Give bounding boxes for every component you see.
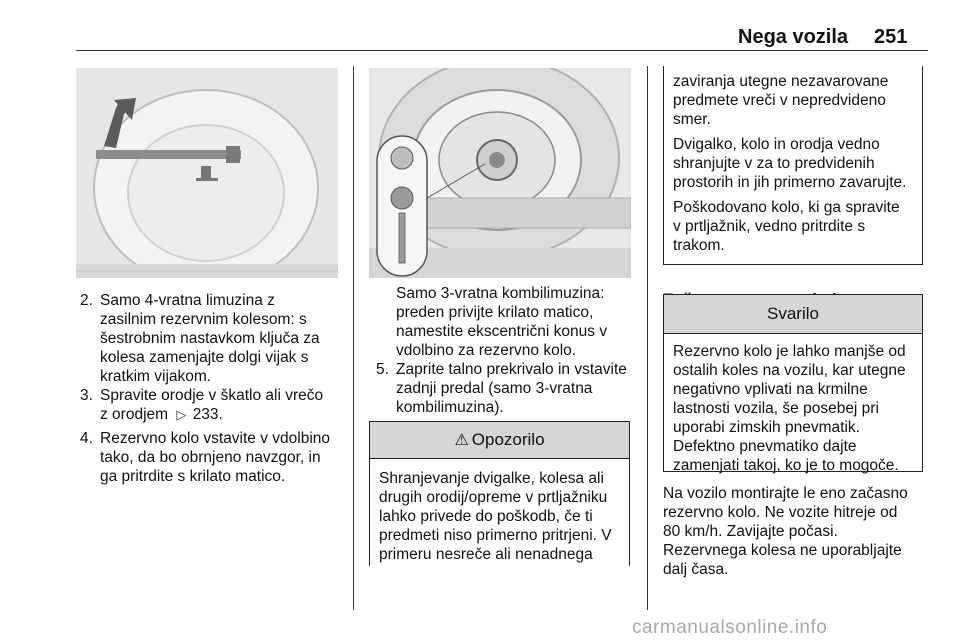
text-line: Na vozilo montirajte le eno začasno <box>663 485 908 502</box>
step-number: 3. <box>80 387 93 404</box>
text-line: Poškodovano kolo, ki ga spravite <box>673 199 900 216</box>
caution-line: zamenjati takoj, ko je to mogoče. <box>673 457 899 474</box>
continuation-text <box>396 284 607 360</box>
step-line: kombilimuzina). <box>396 399 504 416</box>
text-line: zaviranja utegne nezavarovane <box>673 73 889 90</box>
text-line: predmete vreči v nepredvideno <box>673 92 886 109</box>
step-text <box>100 291 320 386</box>
warning-paragraph <box>673 135 913 192</box>
text-line: preden privijte krilato matico, <box>396 304 594 321</box>
eccentric-cone-illustration <box>369 68 631 278</box>
step-text <box>100 429 330 486</box>
step-text <box>100 386 323 424</box>
spare-wheel-well-illustration <box>76 68 338 278</box>
step-line: Spravite orodje v škatlo ali vrečo <box>100 387 324 404</box>
warning-line: primeru nesreče ali nenadnega <box>379 546 593 563</box>
text-line: 80 km/h. Zavijajte počasi. <box>663 523 838 540</box>
caution-box-body <box>664 334 922 475</box>
warning-continued-body <box>664 66 922 255</box>
step-line: šestrobnim nastavkom ključa za <box>100 330 320 347</box>
step-line: Rezervno kolo vstavite v vdolbino <box>100 430 331 447</box>
caution-line: uporabi zimskih pnevmatik. <box>673 419 860 436</box>
warning-paragraph <box>673 72 913 129</box>
text-line: rezervno kolo. Ne vozite hitreje od <box>663 504 898 521</box>
step-line: Samo 4-vratna limuzina z <box>100 292 275 309</box>
watermark-text: carmanualsonline.info <box>632 617 828 638</box>
warning-line: drugih orodij/opreme v prtljažniku <box>379 489 608 506</box>
step-line: ga pritrdite s krilato matico. <box>100 468 286 485</box>
header-rule <box>76 50 928 51</box>
step-text <box>396 360 627 417</box>
page-reference-arrow-icon: ▷ <box>176 407 187 422</box>
caution-line: Defektno pnevmatiko dajte <box>673 438 857 455</box>
text-line: Dvigalko, kolo in orodja vedno <box>673 136 880 153</box>
warning-line: Shranjevanje dvigalke, kolesa ali <box>379 470 604 487</box>
step-line: zadnji predal (samo 3-vratna <box>396 380 593 397</box>
text-line: dalj časa. <box>663 561 729 578</box>
temporary-spare-paragraph <box>663 484 933 579</box>
page-reference-link[interactable]: 233. <box>192 406 223 423</box>
spare-wheel-well-drawing <box>76 68 338 278</box>
text-line: Rezervnega kolesa ne uporabljajte <box>663 542 902 559</box>
text-line: v prtljažnik, vedno pritrdite s <box>673 218 866 235</box>
step-number: 2. <box>80 292 93 309</box>
text-line: smer. <box>673 111 711 128</box>
page-number: 251 <box>874 26 908 48</box>
text-line: prostorih in jih primerno zavarujte. <box>673 174 907 191</box>
column-divider-left <box>353 66 354 610</box>
step-number: 5. <box>376 361 389 378</box>
caution-box-header <box>664 295 922 334</box>
caution-title: Svarilo <box>767 304 819 323</box>
warning-title: Opozorilo <box>471 430 545 449</box>
text-line: Samo 3-vratna kombilimuzina: <box>396 285 605 302</box>
caution-line: ostalih koles na vozilu, kar utegne <box>673 362 906 379</box>
text-line: vdolbino za rezervno kolo. <box>396 342 577 359</box>
step-line: z orodjem <box>100 406 169 423</box>
step-number: 4. <box>80 430 93 447</box>
warning-box-continued <box>663 66 923 265</box>
caution-box <box>663 294 923 472</box>
text-line: shranjujte v za to predvidenih <box>673 155 875 172</box>
eccentric-cone-drawing <box>369 68 631 278</box>
warning-triangle-icon: ⚠ <box>454 432 469 449</box>
warning-box-header <box>370 422 629 459</box>
text-line: trakom. <box>673 237 725 254</box>
step-line-with-xref <box>100 405 323 424</box>
caution-line: negativno vplivati na krmilne <box>673 381 868 398</box>
step-line: Zaprite talno prekrivalo in vstavite <box>396 361 627 378</box>
step-line: kratkim vijakom. <box>100 368 212 385</box>
warning-line: lahko privede do poškodb, če ti <box>379 508 593 525</box>
caution-line: lastnosti vozila, še posebej pri <box>673 400 879 417</box>
warning-box <box>369 421 630 566</box>
running-header-title: Nega vozila <box>738 26 849 48</box>
text-line: namestite ekscentrični konus v <box>396 323 608 340</box>
step-line: zasilnim rezervnim kolesom: s <box>100 311 307 328</box>
warning-paragraph <box>673 198 913 255</box>
warning-box-body <box>370 459 629 564</box>
warning-line: predmeti niso primerno pritrjeni. V <box>379 527 612 544</box>
step-line: kolesa zamenjajte dolgi vijak s <box>100 349 309 366</box>
column-divider-right <box>647 66 648 610</box>
step-line: tako, da bo obrnjeno navzgor, in <box>100 449 321 466</box>
caution-line: Rezervno kolo je lahko manjše od <box>673 343 906 360</box>
